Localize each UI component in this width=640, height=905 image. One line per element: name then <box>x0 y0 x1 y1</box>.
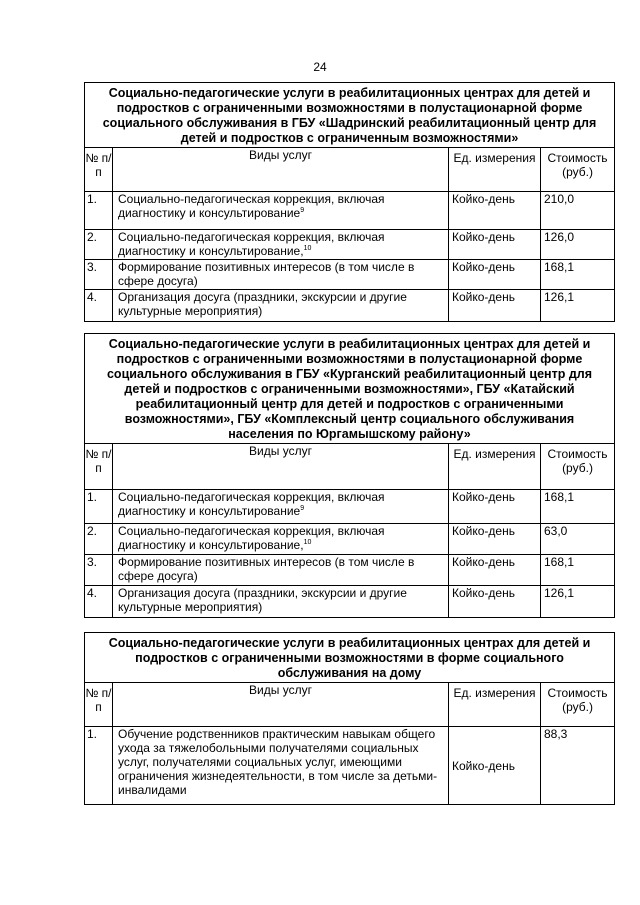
row-price: 126,0 <box>541 230 615 260</box>
row-unit: Койко-день <box>449 230 541 260</box>
row-service-name: Формирование позитивных интересов (в том числе в сфере досуга) <box>113 260 449 290</box>
row-unit: Койко-день <box>449 260 541 290</box>
col-header-num: № п/п <box>85 148 113 192</box>
col-header-name: Виды услуг <box>113 444 449 490</box>
row-unit: Койко-день <box>449 524 541 555</box>
row-service-name: Формирование позитивных интересов (в том числе в сфере досуга) <box>113 555 449 586</box>
col-header-price: Стоимость (руб.) <box>541 683 615 727</box>
row-num: 2. <box>85 524 113 555</box>
row-unit: Койко-день <box>449 727 541 805</box>
row-price: 126,1 <box>541 290 615 322</box>
row-price: 168,1 <box>541 555 615 586</box>
row-num: 1. <box>85 727 113 805</box>
col-header-unit: Ед. измерения <box>449 148 541 192</box>
col-header-num: № п/п <box>85 683 113 727</box>
col-header-name: Виды услуг <box>113 683 449 727</box>
col-header-unit: Ед. измерения <box>449 444 541 490</box>
row-price: 126,1 <box>541 586 615 618</box>
row-service-name: Социально-педагогическая коррекция, включая диагностику и консультирование,$^{10}$ <box>113 230 449 260</box>
row-unit: Койко-день <box>449 586 541 618</box>
row-unit: Койко-день <box>449 192 541 230</box>
table-title: Социально-педагогические услуги в реабилитационных центрах для детей и подростков с ограниченными возможностями в полустационарной форме социального обслуживания в ГБУ «Шадринский реабилитационный центр для детей и подростков с ограниченным возможностями» <box>85 83 615 148</box>
row-service-name: Социально-педагогическая коррекция, включая диагностику и консультирование,$^{10}$ <box>113 524 449 555</box>
table-row <box>85 490 615 524</box>
table-row <box>85 230 615 260</box>
row-num: 3. <box>85 555 113 586</box>
page-number: 24 <box>313 60 327 74</box>
services-table-shadrinsk <box>84 82 615 322</box>
row-num: 1. <box>85 490 113 524</box>
table-row <box>85 192 615 230</box>
col-header-num: № п/п <box>85 444 113 490</box>
col-header-price: Стоимость (руб.) <box>541 444 615 490</box>
row-price: 168,1 <box>541 260 615 290</box>
table-row <box>85 290 615 322</box>
row-price: 88,3 <box>541 727 615 805</box>
table-row <box>85 727 615 805</box>
row-price: 168,1 <box>541 490 615 524</box>
row-num: 1. <box>85 192 113 230</box>
row-price: 210,0 <box>541 192 615 230</box>
row-service-name: Социально-педагогическая коррекция, включая диагностику и консультирование$^9$ <box>113 490 449 524</box>
table-row <box>85 586 615 618</box>
row-num: 4. <box>85 586 113 618</box>
row-num: 3. <box>85 260 113 290</box>
row-service-name: Обучение родственников практическим навыкам общего ухода за тяжелобольными получателями социальных услуг, получателями социальных услуг, имеющими ограничения жизнедеятельности, в том числе за детьми-инвалидами <box>113 727 449 805</box>
row-unit: Койко-день <box>449 490 541 524</box>
footnote-ref: 9 <box>300 207 305 214</box>
table-row <box>85 555 615 586</box>
col-header-unit: Ед. измерения <box>449 683 541 727</box>
row-service-name: Социально-педагогическая коррекция, включая диагностику и консультирование$^9$ <box>113 192 449 230</box>
row-unit: Койко-день <box>449 555 541 586</box>
table-row <box>85 260 615 290</box>
col-header-name: Виды услуг <box>113 148 449 192</box>
row-price: 63,0 <box>541 524 615 555</box>
row-num: 2. <box>85 230 113 260</box>
row-service-name: Организация досуга (праздники, экскурсии и другие культурные мероприятия) <box>113 290 449 322</box>
row-unit: Койко-день <box>449 290 541 322</box>
row-service-name: Организация досуга (праздники, экскурсии и другие культурные мероприятия) <box>113 586 449 618</box>
col-header-price: Стоимость (руб.) <box>541 148 615 192</box>
services-table-home-care <box>84 632 615 805</box>
footnote-ref: 9 <box>300 505 305 512</box>
table-row <box>85 524 615 555</box>
table-title: Социально-педагогические услуги в реабилитационных центрах для детей и подростков с ограниченными возможностями в полустационарной форме социального обслуживания в ГБУ «Курганский реабилитационный центр для детей и подростков с ограниченными возможностями», ГБУ «Катайский реабилитационный центр для детей и подростков с ограниченными возможностями», ГБУ «Комплексный центр социального обслуживания населения по Юргамышскому району» <box>85 334 615 444</box>
row-num: 4. <box>85 290 113 322</box>
footnote-ref: 10 <box>303 539 312 546</box>
footnote-ref: 10 <box>303 245 312 252</box>
table-title: Социально-педагогические услуги в реабилитационных центрах для детей и подростков с ограниченными возможностями в форме социального обслуживания на дому <box>85 633 615 683</box>
services-table-kurgan-katay-yurgamysh <box>84 333 615 618</box>
